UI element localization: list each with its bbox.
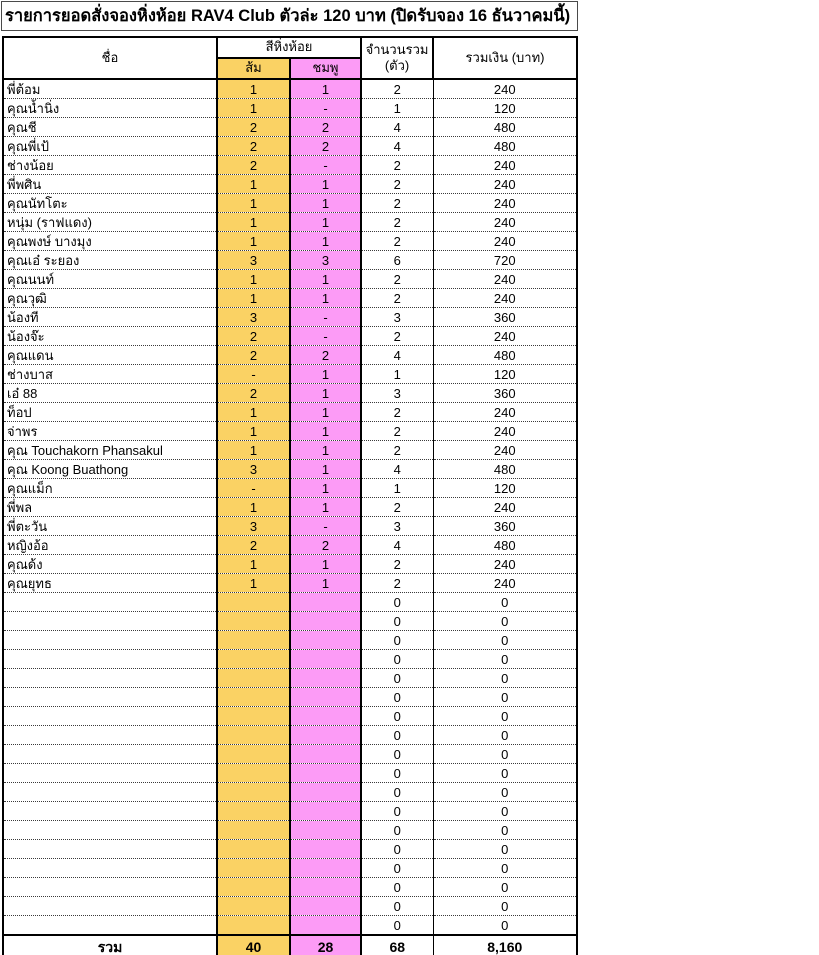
orange-count-cell	[217, 745, 290, 764]
total-count-cell: 0	[361, 916, 433, 936]
money-cell: 0	[433, 916, 577, 936]
table-row	[3, 365, 577, 384]
orange-count-cell	[217, 593, 290, 612]
total-count-cell: 0	[361, 897, 433, 916]
name-cell: พี่ต้อม	[3, 79, 217, 99]
name-cell: คุณแม็ก	[3, 479, 217, 498]
name-cell	[3, 631, 217, 650]
name-cell	[3, 859, 217, 878]
pink-count-cell: 1	[290, 422, 361, 441]
table-row	[3, 422, 577, 441]
pink-count-cell	[290, 688, 361, 707]
table-row	[3, 593, 577, 612]
table-row	[3, 99, 577, 118]
col-header-name: ชื่อ	[3, 37, 217, 79]
name-cell	[3, 612, 217, 631]
pink-count-cell	[290, 878, 361, 897]
table-row	[3, 118, 577, 137]
table-row	[3, 821, 577, 840]
table-row	[3, 840, 577, 859]
money-cell: 0	[433, 745, 577, 764]
orange-count-cell: 1	[217, 289, 290, 308]
orange-count-cell: 1	[217, 574, 290, 593]
total-count-cell: 0	[361, 669, 433, 688]
pink-count-cell: -	[290, 156, 361, 175]
table-row	[3, 270, 577, 289]
money-cell: 480	[433, 346, 577, 365]
pink-count-cell	[290, 726, 361, 745]
money-cell: 240	[433, 270, 577, 289]
pink-count-cell: 1	[290, 194, 361, 213]
total-count-cell: 2	[361, 574, 433, 593]
table-body	[3, 79, 577, 935]
total-count-cell: 0	[361, 688, 433, 707]
total-count-cell: 2	[361, 175, 433, 194]
footer-pink-total: 28	[290, 935, 361, 955]
name-cell	[3, 669, 217, 688]
orange-count-cell	[217, 764, 290, 783]
pink-count-cell	[290, 650, 361, 669]
totals-row	[3, 935, 577, 955]
orange-count-cell: -	[217, 365, 290, 384]
total-count-cell: 0	[361, 631, 433, 650]
name-cell	[3, 897, 217, 916]
money-cell: 0	[433, 650, 577, 669]
money-cell: 240	[433, 194, 577, 213]
table-row	[3, 327, 577, 346]
total-count-cell: 4	[361, 118, 433, 137]
pink-count-cell: 1	[290, 232, 361, 251]
name-cell	[3, 707, 217, 726]
orange-count-cell: 1	[217, 99, 290, 118]
orange-count-cell: 2	[217, 156, 290, 175]
money-cell: 0	[433, 878, 577, 897]
money-cell: 0	[433, 726, 577, 745]
table-row	[3, 688, 577, 707]
name-cell: คุณพงษ์ บางมุง	[3, 232, 217, 251]
table-row	[3, 897, 577, 916]
table-header	[3, 37, 577, 79]
name-cell: คุณนนท์	[3, 270, 217, 289]
money-cell: 240	[433, 441, 577, 460]
name-cell: ท็อป	[3, 403, 217, 422]
name-cell: คุณนัทโตะ	[3, 194, 217, 213]
money-cell: 0	[433, 783, 577, 802]
money-cell: 0	[433, 840, 577, 859]
money-cell: 360	[433, 384, 577, 403]
footer-money-total: 8,160	[433, 935, 577, 955]
money-cell: 0	[433, 707, 577, 726]
money-cell: 0	[433, 859, 577, 878]
total-count-cell: 0	[361, 821, 433, 840]
col-header-color-group: สีหิ่งห้อย	[217, 37, 361, 58]
table-row	[3, 289, 577, 308]
total-count-cell: 3	[361, 308, 433, 327]
pink-count-cell: 1	[290, 213, 361, 232]
table-row	[3, 764, 577, 783]
total-count-cell: 0	[361, 859, 433, 878]
money-cell: 120	[433, 479, 577, 498]
pink-count-cell: 1	[290, 365, 361, 384]
pink-count-cell: 2	[290, 536, 361, 555]
name-cell: คุณพี่เป้	[3, 137, 217, 156]
pink-count-cell: 1	[290, 289, 361, 308]
table-row	[3, 156, 577, 175]
pink-count-cell: 1	[290, 460, 361, 479]
orange-count-cell: 1	[217, 498, 290, 517]
pink-count-cell: -	[290, 99, 361, 118]
table-row	[3, 802, 577, 821]
orange-count-cell	[217, 821, 290, 840]
money-cell: 480	[433, 536, 577, 555]
orange-count-cell: 1	[217, 422, 290, 441]
money-cell: 240	[433, 213, 577, 232]
money-cell: 0	[433, 897, 577, 916]
pink-count-cell: 1	[290, 479, 361, 498]
money-cell: 240	[493, 81, 516, 97]
money-cell: 360	[433, 517, 577, 536]
money-cell: 240	[433, 327, 577, 346]
total-count-cell: 4	[361, 460, 433, 479]
pink-count-cell	[290, 745, 361, 764]
pink-count-cell	[290, 593, 361, 612]
table-row	[3, 213, 577, 232]
money-cell: 360	[433, 308, 577, 327]
pink-count-cell: 2	[290, 137, 361, 156]
orange-count-cell	[217, 726, 290, 745]
table-row	[3, 175, 577, 194]
name-cell: คุณชี	[3, 118, 217, 137]
money-cell: 240	[433, 156, 577, 175]
orange-count-cell: 1	[217, 232, 290, 251]
order-table	[2, 36, 578, 955]
money-cell: 120	[433, 99, 577, 118]
col-header-money: รวมเงิน (บาท)	[433, 37, 577, 79]
name-cell: พี่พศิน	[3, 175, 217, 194]
money-cell: 480	[433, 460, 577, 479]
pink-count-cell	[290, 897, 361, 916]
pink-count-cell: 1	[290, 555, 361, 574]
money-cell: 0	[433, 669, 577, 688]
orange-count-cell	[217, 802, 290, 821]
name-cell: น้องจ๊ะ	[3, 327, 217, 346]
table-row	[3, 479, 577, 498]
money-cell: 720	[433, 251, 577, 270]
total-count-cell: 0	[361, 764, 433, 783]
total-count-cell: 0	[361, 593, 433, 612]
table-row	[3, 498, 577, 517]
money-cell: 0	[433, 802, 577, 821]
total-count-cell: 3	[361, 384, 433, 403]
orange-count-cell	[217, 688, 290, 707]
pink-count-cell	[290, 707, 361, 726]
table-row	[3, 878, 577, 897]
money-cell: 0	[433, 631, 577, 650]
name-cell	[3, 688, 217, 707]
pink-count-cell: 3	[290, 251, 361, 270]
money-cell: 480	[433, 118, 577, 137]
name-cell: หญิงอ้อ	[3, 536, 217, 555]
name-cell: ช่างน้อย	[3, 156, 217, 175]
name-cell	[3, 650, 217, 669]
name-cell: น้องที	[3, 308, 217, 327]
col-header-total-line1: จำนวนรวม	[365, 41, 429, 57]
total-count-cell: 4	[361, 137, 433, 156]
col-header-total	[361, 37, 433, 79]
name-cell: คุณยุทธ	[3, 574, 217, 593]
total-count-cell: 2	[361, 498, 433, 517]
name-cell: คุณ Touchakorn Phansakul	[3, 441, 217, 460]
name-cell: คุณน้ำนิ่ง	[3, 99, 217, 118]
money-cell: 0	[433, 612, 577, 631]
table-row	[3, 441, 577, 460]
pink-count-cell: -	[290, 308, 361, 327]
table-row	[3, 726, 577, 745]
name-cell: หนุ่ม (ราฟแดง)	[3, 213, 217, 232]
pink-count-cell	[290, 859, 361, 878]
orange-count-cell: 2	[217, 327, 290, 346]
orange-count-cell: 2	[217, 384, 290, 403]
total-count-cell: 1	[361, 365, 433, 384]
pink-count-cell: 1	[290, 270, 361, 289]
orange-count-cell: 2	[217, 118, 290, 137]
orange-count-cell	[217, 897, 290, 916]
pink-count-cell: 2	[290, 118, 361, 137]
pink-count-cell: -	[290, 327, 361, 346]
name-cell: คุณเอ๋ ระยอง	[3, 251, 217, 270]
total-count-cell: 0	[361, 650, 433, 669]
total-count-cell: 0	[361, 612, 433, 631]
table-row	[3, 650, 577, 669]
total-count-cell: 2	[361, 441, 433, 460]
total-count-cell: 2	[361, 403, 433, 422]
orange-count-cell: 1	[217, 79, 290, 99]
total-count-cell: 0	[361, 783, 433, 802]
table-row	[3, 251, 577, 270]
name-cell	[3, 821, 217, 840]
total-count-cell: 2	[361, 555, 433, 574]
orange-count-cell	[217, 707, 290, 726]
pink-count-cell	[290, 821, 361, 840]
orange-count-cell	[217, 878, 290, 897]
footer-label: รวม	[3, 935, 217, 955]
total-count-cell: 6	[361, 251, 433, 270]
total-count-cell: 1	[361, 99, 433, 118]
table-row	[3, 631, 577, 650]
table-row	[3, 308, 577, 327]
col-header-orange: ส้ม	[217, 58, 290, 79]
total-count-cell: 2	[361, 327, 433, 346]
total-count-cell: 0	[361, 802, 433, 821]
money-cell: 240	[433, 403, 577, 422]
table-row	[3, 555, 577, 574]
orange-count-cell: 1	[217, 441, 290, 460]
table-row	[3, 137, 577, 156]
money-cell: 120	[433, 365, 577, 384]
name-cell: คุณ Koong Buathong	[3, 460, 217, 479]
name-cell	[3, 802, 217, 821]
orange-count-cell	[217, 783, 290, 802]
name-cell: ช่างบาส	[3, 365, 217, 384]
pink-count-cell: 1	[290, 403, 361, 422]
pink-count-cell	[290, 783, 361, 802]
pink-count-cell	[290, 916, 361, 936]
orange-count-cell: -	[217, 479, 290, 498]
name-cell: คุณแดน	[3, 346, 217, 365]
name-cell: เอ๋ 88	[3, 384, 217, 403]
col-header-total-line2: (ตัว)	[384, 58, 410, 73]
orange-count-cell: 2	[217, 137, 290, 156]
orange-count-cell	[217, 650, 290, 669]
name-cell: จ่าพร	[3, 422, 217, 441]
table-row	[3, 916, 577, 936]
page-title: รายการยอดสั่งจองหิ่งห้อย RAV4 Club ตัวล่ะ 120 บาท (ปิดรับจอง 16 ธันวาคมนี้)	[1, 1, 578, 31]
money-cell: 0	[433, 688, 577, 707]
table-row	[3, 859, 577, 878]
orange-count-cell: 1	[217, 194, 290, 213]
name-cell: พี่พล	[3, 498, 217, 517]
col-header-pink: ชมพู	[290, 58, 361, 79]
total-count-cell: 2	[361, 422, 433, 441]
pink-count-cell: 1	[290, 175, 361, 194]
orange-count-cell	[217, 840, 290, 859]
table-row	[3, 707, 577, 726]
name-cell	[3, 840, 217, 859]
orange-count-cell: 2	[217, 536, 290, 555]
pink-count-cell	[290, 764, 361, 783]
money-cell: 240	[433, 175, 577, 194]
orange-count-cell: 1	[217, 175, 290, 194]
total-count-cell: 2	[361, 232, 433, 251]
money-cell: 0	[433, 821, 577, 840]
name-cell: พี่ตะวัน	[3, 517, 217, 536]
orange-count-cell: 1	[217, 555, 290, 574]
table-row	[3, 403, 577, 422]
orange-count-cell: 3	[217, 251, 290, 270]
orange-count-cell: 3	[217, 517, 290, 536]
total-count-cell: 2	[361, 289, 433, 308]
money-cell: 240	[433, 574, 577, 593]
total-count-cell: 0	[361, 745, 433, 764]
table-row	[3, 517, 577, 536]
pink-count-cell	[290, 631, 361, 650]
pink-count-cell	[290, 612, 361, 631]
name-cell: คุณวุฒิ	[3, 289, 217, 308]
orange-count-cell: 3	[217, 308, 290, 327]
pink-count-cell	[290, 802, 361, 821]
name-cell	[3, 726, 217, 745]
footer-orange-total: 40	[217, 935, 290, 955]
orange-count-cell: 1	[217, 213, 290, 232]
money-cell: 240	[433, 232, 577, 251]
pink-count-cell: 1	[290, 498, 361, 517]
pink-count-cell	[290, 669, 361, 688]
table-row	[3, 232, 577, 251]
total-count-cell: 0	[361, 840, 433, 859]
money-cell: 0	[433, 593, 577, 612]
name-cell	[3, 916, 217, 936]
orange-count-cell: 2	[217, 346, 290, 365]
orange-count-cell	[217, 859, 290, 878]
total-count-cell: 4	[361, 536, 433, 555]
table-row	[3, 460, 577, 479]
total-count-cell: 0	[361, 707, 433, 726]
pink-count-cell: 1	[290, 574, 361, 593]
table-row	[3, 612, 577, 631]
table-row	[3, 346, 577, 365]
total-count-cell: 1	[361, 479, 433, 498]
money-cell: 240	[433, 289, 577, 308]
table-row	[3, 669, 577, 688]
total-count-cell: 0	[361, 878, 433, 897]
total-count-cell: 2	[361, 156, 433, 175]
pink-count-cell: 1	[290, 441, 361, 460]
total-count-cell: 2	[361, 213, 433, 232]
money-cell: 480	[433, 137, 577, 156]
total-count-cell: 0	[361, 726, 433, 745]
table-row	[3, 536, 577, 555]
orange-count-cell	[217, 631, 290, 650]
table-row	[3, 745, 577, 764]
orange-count-cell: 1	[217, 403, 290, 422]
total-count-cell: 3	[361, 517, 433, 536]
table-row	[3, 194, 577, 213]
orange-count-cell: 1	[217, 270, 290, 289]
pink-count-cell: 1	[290, 384, 361, 403]
pink-count-cell	[290, 840, 361, 859]
orange-count-cell: 3	[217, 460, 290, 479]
table-footer	[3, 935, 577, 955]
total-count-cell: 2	[361, 194, 433, 213]
name-cell	[3, 593, 217, 612]
pink-count-cell: 1	[290, 79, 361, 99]
orange-count-cell	[217, 612, 290, 631]
table-row	[3, 783, 577, 802]
name-cell	[3, 764, 217, 783]
money-cell: 240	[433, 555, 577, 574]
table-row	[3, 384, 577, 403]
money-cell: 240	[433, 498, 577, 517]
orange-count-cell	[217, 669, 290, 688]
name-cell: คุณด้ง	[3, 555, 217, 574]
money-cell: 240	[433, 422, 577, 441]
table-row	[3, 79, 577, 99]
pink-count-cell: -	[290, 517, 361, 536]
name-cell	[3, 745, 217, 764]
money-cell: 0	[433, 764, 577, 783]
total-count-cell: 2	[361, 79, 433, 99]
name-cell	[3, 783, 217, 802]
pink-count-cell: 2	[290, 346, 361, 365]
total-count-cell: 4	[361, 346, 433, 365]
orange-count-cell	[217, 916, 290, 936]
total-count-cell: 2	[361, 270, 433, 289]
name-cell	[3, 878, 217, 897]
table-row	[3, 574, 577, 593]
footer-count-total: 68	[361, 935, 433, 955]
